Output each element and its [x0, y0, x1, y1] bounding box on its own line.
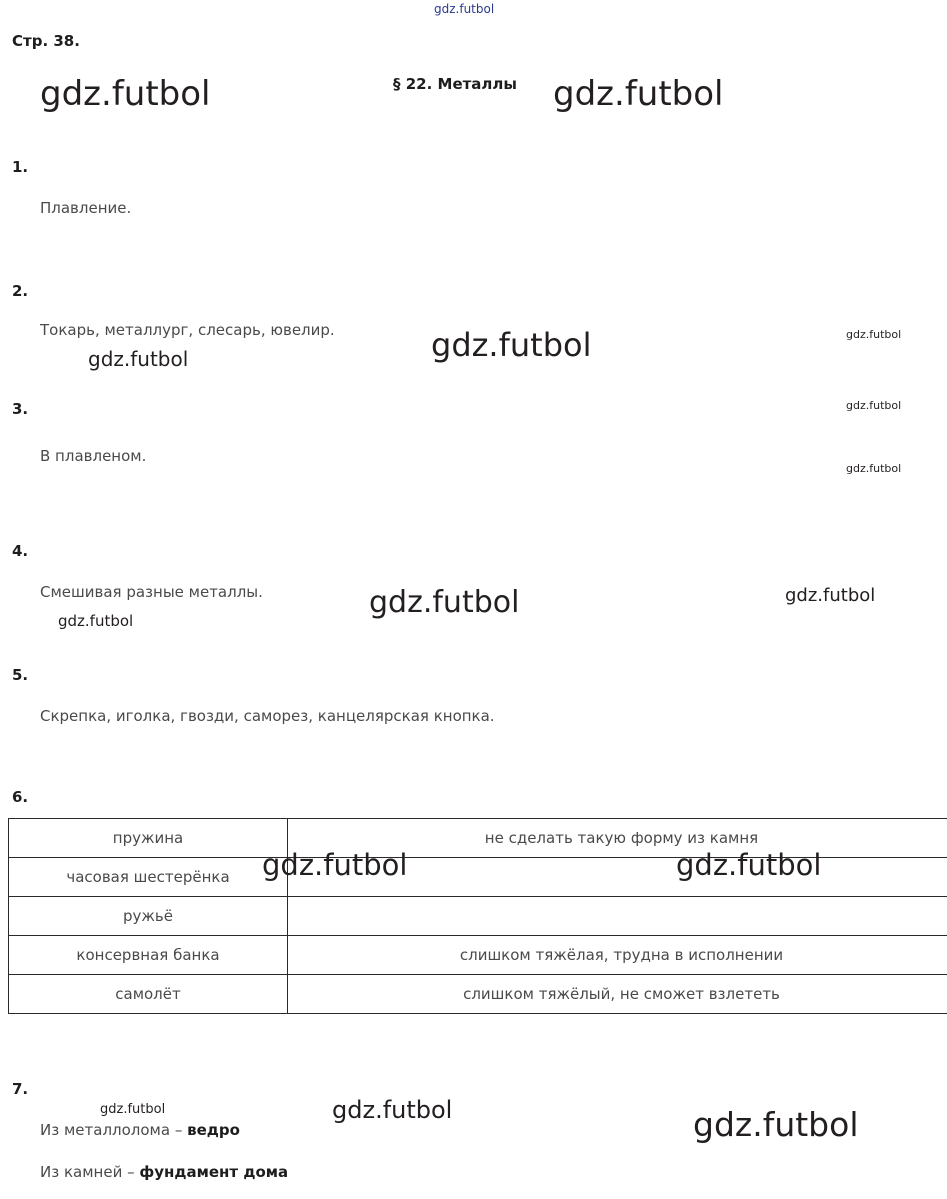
table-cell-object: пружина	[9, 819, 288, 858]
table-row	[9, 858, 947, 897]
watermark: gdz.futbol	[846, 328, 902, 341]
table-cell-reason	[288, 897, 947, 936]
question-number-3: 3.	[12, 400, 29, 418]
bottom-line-2-prefix: Из камней –	[40, 1163, 140, 1181]
question-number-6: 6.	[12, 788, 29, 806]
watermark: gdz.futbol	[553, 74, 724, 114]
table-cell-object: самолёт	[9, 975, 288, 1014]
section-title: § 22. Металлы	[393, 75, 517, 93]
question-number-5: 5.	[12, 666, 29, 684]
table-cell-object: часовая шестерёнка	[9, 858, 288, 897]
table-cell-reason: слишком тяжёлая, трудна в исполнении	[288, 936, 947, 975]
watermark: gdz.futbol	[88, 347, 189, 371]
table-row	[9, 975, 947, 1014]
answer-text-1: Плавление.	[40, 199, 132, 217]
table-cell-object: консервная банка	[9, 936, 288, 975]
answer-text-3: В плавленом.	[40, 447, 147, 465]
table-cell-reason: слишком тяжёлый, не сможет взлететь	[288, 975, 947, 1014]
bottom-line-1-prefix: Из металлолома –	[40, 1121, 188, 1139]
watermark: gdz.futbol	[431, 326, 592, 364]
page-reference: Стр. 38.	[12, 32, 80, 50]
watermark: gdz.futbol	[434, 2, 495, 16]
comparison-table	[8, 818, 947, 1014]
bottom-line-1-bold: ведро	[187, 1121, 240, 1139]
watermark: gdz.futbol	[846, 462, 902, 475]
question-number-4: 4.	[12, 542, 29, 560]
watermark: gdz.futbol	[785, 585, 876, 606]
question-number-1: 1.	[12, 158, 29, 176]
watermark: gdz.futbol	[58, 612, 134, 630]
bottom-line-2	[40, 1163, 288, 1181]
watermark: gdz.futbol	[369, 585, 520, 620]
table-cell-reason	[288, 858, 947, 897]
table-row	[9, 819, 947, 858]
answer-text-2: Токарь, металлург, слесарь, ювелир.	[40, 321, 335, 339]
watermark: gdz.futbol	[676, 848, 822, 882]
table-row	[9, 897, 947, 936]
bottom-line-2-bold: фундамент дома	[139, 1163, 289, 1181]
watermark: gdz.futbol	[100, 1102, 166, 1117]
watermark: gdz.futbol	[332, 1096, 453, 1124]
table-cell-object: ружьё	[9, 897, 288, 936]
table-row	[9, 936, 947, 975]
watermark: gdz.futbol	[262, 848, 408, 882]
answer-text-4: Смешивая разные металлы.	[40, 583, 263, 601]
watermark: gdz.futbol	[846, 399, 902, 412]
bottom-line-1	[40, 1121, 240, 1139]
watermark: gdz.futbol	[693, 1105, 859, 1144]
question-number-2: 2.	[12, 282, 29, 300]
answer-text-5: Скрепка, иголка, гвозди, саморез, канцелярская кнопка.	[40, 707, 495, 725]
question-number-7: 7.	[12, 1080, 29, 1098]
watermark: gdz.futbol	[40, 74, 211, 114]
table-cell-reason: не сделать такую форму из камня	[288, 819, 947, 858]
